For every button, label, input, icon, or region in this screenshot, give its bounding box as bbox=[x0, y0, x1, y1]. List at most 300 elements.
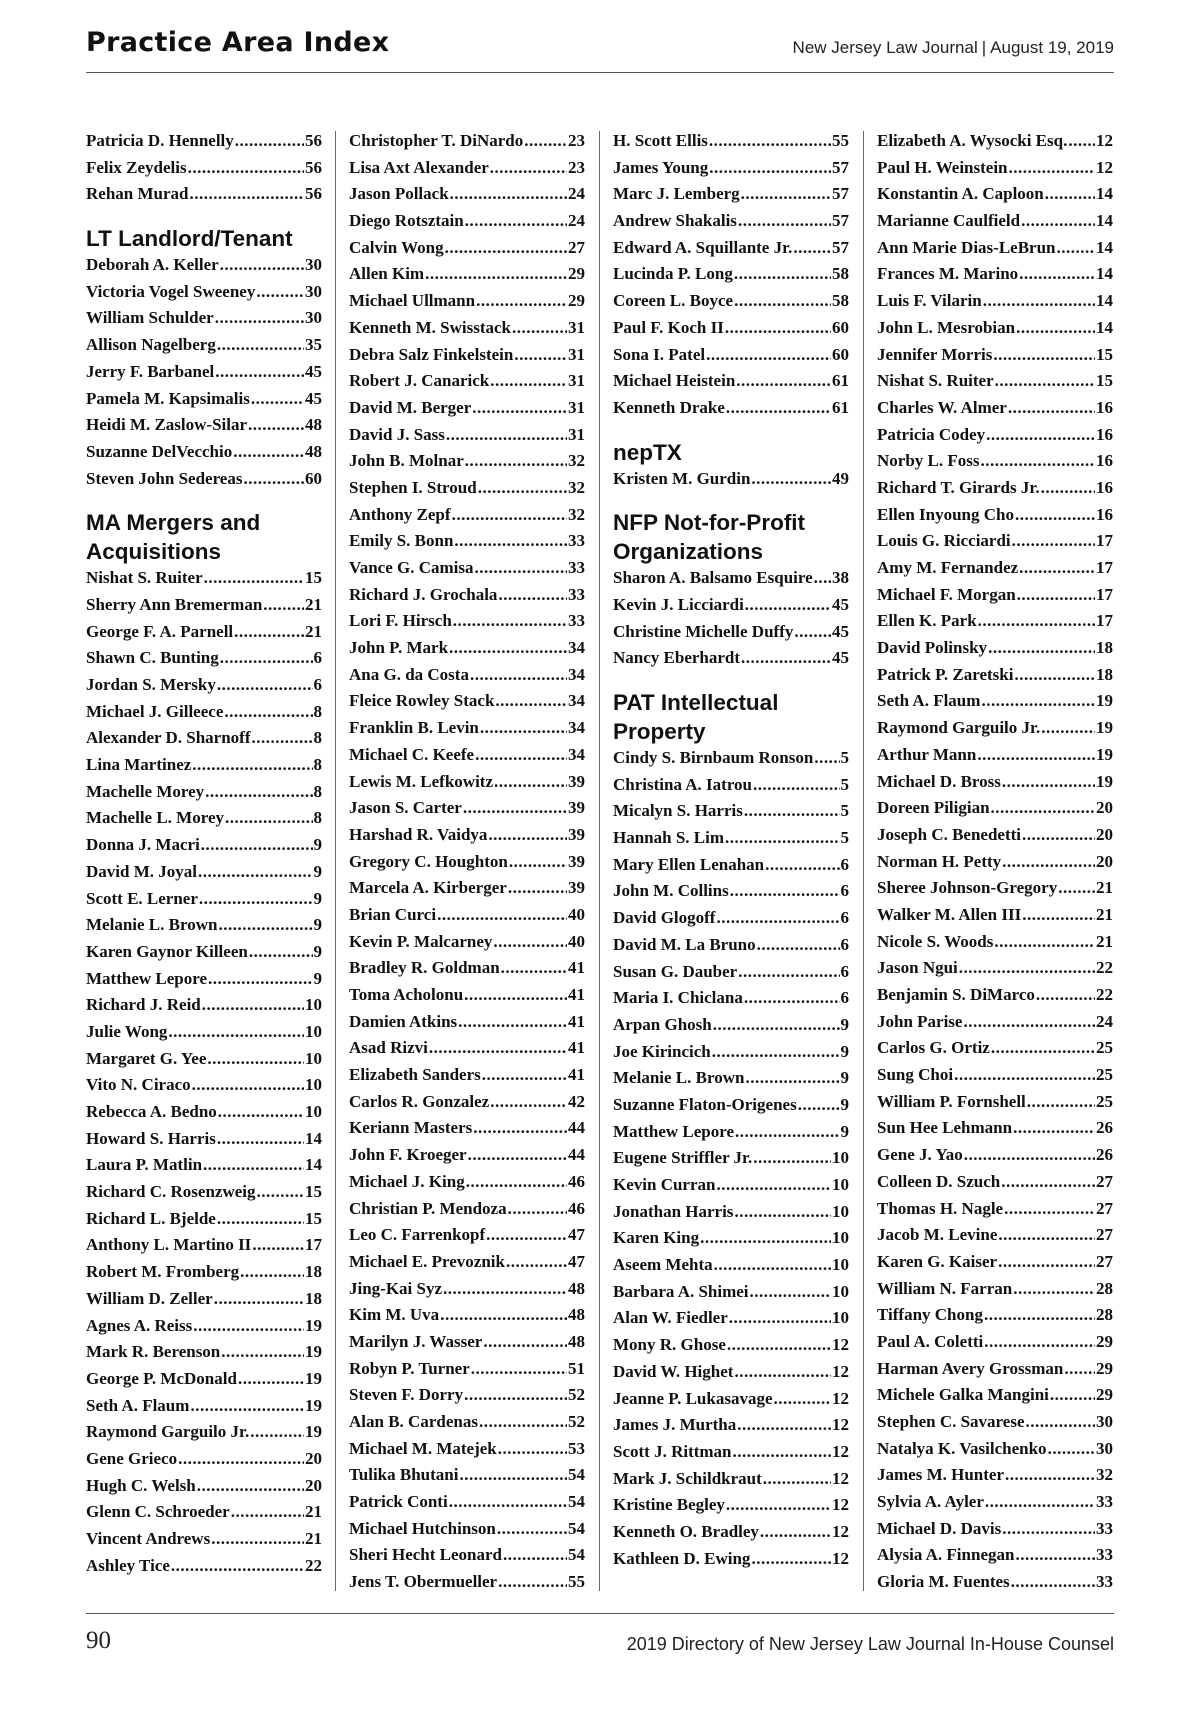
index-entry bbox=[613, 238, 849, 265]
dot-leader bbox=[214, 1289, 304, 1309]
page-reference: 14 bbox=[305, 1128, 322, 1148]
attorney-name: Jennifer Morris bbox=[877, 344, 993, 364]
index-entry bbox=[877, 638, 1113, 665]
attorney-name: Patrick P. Zaretski bbox=[877, 664, 1014, 684]
attorney-name: Gene J. Yao bbox=[877, 1145, 963, 1165]
dot-leader bbox=[713, 1015, 840, 1035]
dot-leader bbox=[745, 1068, 839, 1088]
dot-leader bbox=[217, 1129, 304, 1149]
page-reference: 10 bbox=[832, 1175, 849, 1194]
dot-leader bbox=[490, 158, 567, 178]
index-entry bbox=[613, 595, 849, 622]
attorney-name: H. Scott Ellis bbox=[613, 131, 708, 150]
dot-leader bbox=[1064, 1359, 1095, 1379]
dot-leader bbox=[984, 1332, 1095, 1352]
page-reference: 39 bbox=[568, 798, 585, 818]
attorney-name: Kenneth Drake bbox=[613, 397, 725, 417]
dot-leader bbox=[470, 665, 567, 685]
page-reference: 10 bbox=[305, 1075, 322, 1095]
index-entry bbox=[349, 1145, 585, 1172]
page-reference: 19 bbox=[1096, 771, 1113, 791]
dot-leader bbox=[449, 638, 567, 658]
attorney-name: Hannah S. Lim bbox=[613, 828, 725, 848]
page-reference: 5 bbox=[840, 801, 849, 821]
dot-leader bbox=[793, 238, 831, 258]
page-reference: 14 bbox=[1096, 264, 1113, 284]
attorney-name: Felix Zeydelis bbox=[86, 157, 187, 177]
page-reference: 41 bbox=[568, 1038, 585, 1058]
dot-leader bbox=[1022, 825, 1095, 845]
dot-leader bbox=[472, 398, 567, 418]
page-reference: 60 bbox=[305, 468, 322, 488]
dot-leader bbox=[712, 1042, 840, 1062]
page-reference: 56 bbox=[305, 157, 322, 177]
index-entry bbox=[613, 1469, 849, 1496]
index-entry bbox=[349, 691, 585, 718]
dot-leader bbox=[203, 1155, 304, 1175]
attorney-name: John B. Molnar bbox=[349, 451, 464, 471]
attorney-name: William N. Farran bbox=[877, 1278, 1013, 1298]
dot-leader bbox=[726, 1495, 831, 1515]
dot-leader bbox=[757, 935, 840, 955]
attorney-name: Sona I. Patel bbox=[613, 344, 706, 364]
index-entry bbox=[349, 1199, 585, 1226]
attorney-name: Sylvia A. Ayler bbox=[877, 1492, 984, 1512]
page-reference: 21 bbox=[305, 1502, 322, 1522]
attorney-name: James J. Murtha bbox=[613, 1415, 737, 1435]
page-reference: 29 bbox=[1096, 1385, 1113, 1405]
dot-leader bbox=[1011, 1572, 1095, 1592]
index-entry bbox=[349, 158, 585, 185]
page-reference: 52 bbox=[568, 1412, 585, 1431]
index-entry bbox=[877, 1519, 1113, 1546]
attorney-name: Patrick Conti bbox=[349, 1492, 448, 1512]
dot-leader bbox=[252, 728, 313, 748]
index-entry bbox=[349, 425, 585, 452]
dot-leader bbox=[495, 691, 567, 711]
attorney-name: Richard J. Reid bbox=[86, 995, 201, 1015]
index-entry bbox=[613, 962, 849, 989]
header-separator: | bbox=[981, 38, 987, 57]
dot-leader bbox=[488, 825, 567, 845]
page-reference: 10 bbox=[305, 995, 322, 1015]
attorney-name: Edward A. Squillante Jr. bbox=[613, 237, 793, 257]
attorney-name: Mony R. Ghose bbox=[613, 1335, 726, 1355]
index-entry bbox=[86, 835, 322, 862]
attorney-name: Heidi M. Zaslow-Silar bbox=[86, 415, 248, 435]
attorney-name: Nicole S. Woods bbox=[877, 931, 994, 951]
index-entry bbox=[877, 1279, 1113, 1306]
index-entry bbox=[613, 855, 849, 882]
index-entry bbox=[613, 291, 849, 318]
dot-leader bbox=[1014, 665, 1095, 685]
dot-leader bbox=[1013, 1279, 1095, 1299]
dot-leader bbox=[482, 1065, 567, 1085]
dot-leader bbox=[733, 1442, 831, 1462]
page-reference: 19 bbox=[305, 1395, 322, 1415]
attorney-name: Kevin J. Licciardi bbox=[613, 594, 744, 614]
page-reference: 25 bbox=[1096, 1091, 1113, 1111]
index-entry bbox=[613, 1042, 849, 1069]
page-reference: 30 bbox=[1096, 1438, 1113, 1458]
index-entry bbox=[877, 398, 1113, 425]
page-reference: 10 bbox=[832, 1228, 849, 1248]
attorney-name: Michael M. Matejek bbox=[349, 1438, 497, 1458]
index-entry bbox=[877, 905, 1113, 932]
dot-leader bbox=[490, 1092, 567, 1112]
page-reference: 44 bbox=[568, 1145, 585, 1165]
page-reference: 61 bbox=[832, 371, 849, 391]
dot-leader bbox=[449, 1492, 567, 1512]
dot-leader bbox=[725, 318, 831, 338]
dot-leader bbox=[218, 1102, 304, 1122]
page-reference: 9 bbox=[840, 1094, 849, 1114]
index-entry bbox=[349, 1305, 585, 1332]
attorney-name: David M. La Bruno bbox=[613, 934, 756, 954]
page-reference: 9 bbox=[840, 1014, 849, 1034]
page-reference: 45 bbox=[305, 361, 322, 381]
attorney-name: Debra Salz Finkelstein bbox=[349, 344, 514, 364]
index-entry bbox=[613, 1362, 849, 1389]
dot-leader bbox=[450, 184, 567, 204]
index-entry bbox=[877, 825, 1113, 852]
dot-leader bbox=[524, 131, 567, 151]
index-entry bbox=[877, 211, 1113, 238]
dot-leader bbox=[429, 1038, 567, 1058]
page-reference: 6 bbox=[840, 988, 849, 1008]
index-entry bbox=[349, 1038, 585, 1065]
attorney-name: David M. Berger bbox=[349, 397, 472, 417]
page-reference: 28 bbox=[1096, 1278, 1113, 1298]
page-reference: 10 bbox=[832, 1281, 849, 1301]
attorney-name: Matthew Lepore bbox=[613, 1121, 735, 1141]
dot-leader bbox=[459, 1465, 567, 1485]
dot-leader bbox=[706, 345, 831, 365]
page-reference: 60 bbox=[832, 344, 849, 364]
page-reference: 10 bbox=[832, 1148, 849, 1168]
index-entry bbox=[613, 1068, 849, 1095]
page-reference: 33 bbox=[1096, 1572, 1113, 1592]
attorney-name: Allison Nagelberg bbox=[86, 335, 216, 355]
page-reference: 29 bbox=[1096, 1358, 1113, 1378]
attorney-name: Jing-Kai Syz bbox=[349, 1278, 443, 1298]
page-reference: 27 bbox=[568, 237, 585, 257]
page-reference: 8 bbox=[313, 808, 322, 828]
page-reference: 17 bbox=[1096, 611, 1113, 631]
index-entry bbox=[86, 568, 322, 595]
section-heading: MA Mergers and Acquisitions bbox=[86, 510, 261, 565]
attorney-name: Mary Ellen Lenahan bbox=[613, 854, 765, 874]
dot-leader bbox=[1022, 905, 1095, 925]
dot-leader bbox=[798, 1095, 840, 1115]
attorney-name: Marilyn J. Wasser bbox=[349, 1331, 483, 1351]
attorney-name: Harman Avery Grossman bbox=[877, 1358, 1064, 1378]
attorney-name: Louis G. Ricciardi bbox=[877, 531, 1011, 551]
index-entry bbox=[613, 1175, 849, 1202]
index-entry bbox=[349, 505, 585, 532]
dot-leader bbox=[1002, 852, 1095, 872]
index-column-3 bbox=[613, 131, 849, 1575]
dot-leader bbox=[741, 184, 831, 204]
index-entry bbox=[877, 1305, 1113, 1332]
attorney-name: Raymond Garguilo Jr. bbox=[86, 1422, 250, 1442]
page-reference: 21 bbox=[305, 1529, 322, 1548]
page-reference: 10 bbox=[305, 1102, 322, 1121]
index-entry bbox=[86, 1155, 322, 1182]
attorney-name: Alexander D. Sharnoff bbox=[86, 728, 251, 748]
page-reference: 45 bbox=[832, 621, 849, 641]
dot-leader bbox=[745, 595, 831, 615]
attorney-name: Michael D. Bross bbox=[877, 771, 1001, 791]
index-entry bbox=[349, 371, 585, 398]
attorney-name: Micalyn S. Harris bbox=[613, 801, 743, 821]
attorney-name: David J. Sass bbox=[349, 424, 445, 444]
dot-leader bbox=[215, 362, 304, 382]
page-reference: 26 bbox=[1096, 1118, 1113, 1138]
dot-leader bbox=[506, 1252, 567, 1272]
index-entry bbox=[86, 995, 322, 1022]
attorney-name: James Young bbox=[613, 157, 709, 177]
dot-leader bbox=[251, 389, 304, 409]
index-entry bbox=[86, 184, 322, 211]
page-reference: 61 bbox=[832, 397, 849, 417]
attorney-name: Michael C. Keefe bbox=[349, 744, 475, 764]
page-reference: 20 bbox=[1096, 851, 1113, 871]
dot-leader bbox=[1004, 1199, 1095, 1219]
index-entry bbox=[613, 1442, 849, 1469]
dot-leader bbox=[814, 748, 839, 768]
attorney-name: Gene Grieco bbox=[86, 1448, 178, 1468]
attorney-name: Alysia A. Finnegan bbox=[877, 1545, 1015, 1565]
page-reference: 15 bbox=[1096, 344, 1113, 364]
header-rule bbox=[86, 72, 1114, 73]
page-reference: 17 bbox=[1096, 531, 1113, 551]
dot-leader bbox=[994, 932, 1095, 952]
attorney-name: Coreen L. Boyce bbox=[613, 291, 734, 311]
index-entry bbox=[349, 1172, 585, 1199]
dot-leader bbox=[1041, 718, 1095, 738]
page-reference: 35 bbox=[305, 335, 322, 355]
attorney-name: Brian Curci bbox=[349, 904, 437, 924]
attorney-name: Lina Martinez bbox=[86, 755, 192, 775]
dot-leader bbox=[508, 878, 567, 898]
dot-leader bbox=[760, 1522, 831, 1542]
index-entry bbox=[613, 1148, 849, 1175]
page-reference: 8 bbox=[313, 728, 322, 748]
dot-leader bbox=[773, 1389, 831, 1409]
dot-leader bbox=[1009, 158, 1095, 178]
dot-leader bbox=[985, 1492, 1095, 1512]
attorney-name: Arpan Ghosh bbox=[613, 1014, 712, 1034]
attorney-name: John F. Kroeger bbox=[349, 1145, 467, 1165]
page-reference: 51 bbox=[568, 1358, 585, 1378]
page-reference: 32 bbox=[568, 477, 585, 497]
dot-leader bbox=[726, 398, 831, 418]
attorney-name: Marcela A. Kirberger bbox=[349, 878, 507, 898]
index-entry bbox=[877, 158, 1113, 185]
dot-leader bbox=[480, 718, 567, 738]
index-entry bbox=[349, 211, 585, 238]
page-reference: 54 bbox=[568, 1492, 585, 1512]
index-entry bbox=[877, 318, 1113, 345]
attorney-name: Arthur Mann bbox=[877, 744, 977, 764]
dot-leader bbox=[729, 1308, 831, 1328]
attorney-name: Kevin P. Malcarney bbox=[349, 931, 493, 951]
dot-leader bbox=[178, 1449, 304, 1469]
dot-leader bbox=[250, 1422, 304, 1442]
page-reference: 49 bbox=[832, 468, 849, 488]
index-entry bbox=[86, 782, 322, 809]
index-entry bbox=[86, 1235, 322, 1262]
attorney-name: John M. Collins bbox=[613, 881, 729, 901]
page-reference: 39 bbox=[568, 878, 585, 898]
dot-leader bbox=[1057, 238, 1096, 258]
index-entry bbox=[613, 211, 849, 238]
page-reference: 19 bbox=[305, 1422, 322, 1442]
dot-leader bbox=[475, 558, 567, 578]
dot-leader bbox=[440, 1305, 567, 1325]
index-entry bbox=[86, 1449, 322, 1476]
column-divider bbox=[863, 131, 864, 1591]
index-entry bbox=[349, 1092, 585, 1119]
index-entry bbox=[86, 1182, 322, 1209]
running-header bbox=[793, 38, 1114, 58]
attorney-name: Christopher T. DiNardo bbox=[349, 131, 524, 150]
page-reference: 17 bbox=[1096, 584, 1113, 604]
dot-leader bbox=[240, 1262, 304, 1282]
page-reference: 14 bbox=[1096, 184, 1113, 204]
dot-leader bbox=[453, 611, 567, 631]
page-reference: 6 bbox=[840, 881, 849, 901]
attorney-name: Diego Rotsztain bbox=[349, 211, 464, 231]
attorney-name: Cindy S. Birnbaum Ronson bbox=[613, 748, 814, 767]
dot-leader bbox=[473, 1118, 567, 1138]
index-column-2 bbox=[349, 131, 585, 1599]
page-reference: 19 bbox=[1096, 744, 1113, 764]
dot-leader bbox=[1012, 531, 1095, 551]
index-entry bbox=[86, 1476, 322, 1503]
dot-leader bbox=[734, 1202, 831, 1222]
index-entry bbox=[613, 775, 849, 802]
dot-leader bbox=[446, 425, 567, 445]
dot-leader bbox=[498, 1572, 567, 1592]
index-entry bbox=[349, 184, 585, 211]
page-title: Practice Area Index bbox=[86, 27, 390, 58]
dot-leader bbox=[1019, 558, 1095, 578]
index-entry bbox=[877, 1199, 1113, 1226]
page-reference: 15 bbox=[305, 568, 322, 588]
page-reference: 6 bbox=[840, 854, 849, 874]
dot-leader bbox=[252, 1235, 304, 1255]
attorney-name: Emily S. Bonn bbox=[349, 531, 454, 551]
page-reference: 18 bbox=[305, 1262, 322, 1282]
index-entry bbox=[349, 718, 585, 745]
index-entry bbox=[86, 942, 322, 969]
attorney-name: Donna J. Macri bbox=[86, 835, 200, 855]
page-reference: 21 bbox=[1096, 878, 1113, 898]
dot-leader bbox=[1068, 131, 1095, 151]
dot-leader bbox=[716, 908, 839, 928]
index-entry bbox=[349, 611, 585, 638]
dot-leader bbox=[454, 531, 567, 551]
attorney-name: Julie Wong bbox=[86, 1021, 168, 1041]
page-reference: 8 bbox=[313, 701, 322, 721]
attorney-name: Aseem Mehta bbox=[613, 1255, 713, 1275]
index-entry bbox=[877, 852, 1113, 879]
index-entry bbox=[349, 451, 585, 478]
dot-leader bbox=[700, 1228, 831, 1248]
index-entry bbox=[613, 1335, 849, 1362]
index-entry bbox=[613, 1122, 849, 1149]
attorney-name: Deborah A. Keller bbox=[86, 255, 219, 275]
dot-leader bbox=[991, 1038, 1095, 1058]
index-entry bbox=[349, 932, 585, 959]
dot-leader bbox=[490, 371, 567, 391]
index-entry bbox=[877, 1332, 1113, 1359]
attorney-name: Margaret G. Yee bbox=[86, 1048, 207, 1068]
attorney-name: Robert M. Fromberg bbox=[86, 1262, 240, 1282]
attorney-name: Seth A. Flaum bbox=[86, 1395, 190, 1415]
page-reference: 45 bbox=[832, 648, 849, 668]
dot-leader bbox=[452, 505, 567, 525]
page-reference: 57 bbox=[832, 237, 849, 257]
page-reference: 30 bbox=[305, 255, 322, 275]
dot-leader bbox=[993, 345, 1095, 365]
attorney-name: Christian P. Mendoza bbox=[349, 1198, 507, 1218]
dot-leader bbox=[465, 211, 567, 231]
index-entry bbox=[86, 1316, 322, 1343]
dot-leader bbox=[220, 255, 304, 275]
attorney-name: Jens T. Obermueller bbox=[349, 1572, 498, 1592]
page-reference: 10 bbox=[305, 1021, 322, 1041]
page-reference: 14 bbox=[1096, 317, 1113, 337]
attorney-name: Robyn P. Turner bbox=[349, 1358, 470, 1378]
dot-leader bbox=[498, 585, 567, 605]
attorney-name: Suzanne DelVecchio bbox=[86, 441, 233, 461]
dot-leader bbox=[959, 958, 1095, 978]
index-entry bbox=[877, 1092, 1113, 1119]
index-entry bbox=[349, 1492, 585, 1519]
attorney-name: Vance G. Camisa bbox=[349, 558, 474, 577]
page-reference: 9 bbox=[313, 915, 322, 935]
dot-leader bbox=[734, 291, 831, 311]
index-entry bbox=[86, 915, 322, 942]
index-entry bbox=[86, 1369, 322, 1396]
attorney-name: Barbara A. Shimei bbox=[613, 1281, 749, 1301]
page-reference: 10 bbox=[832, 1255, 849, 1275]
index-entry bbox=[86, 1422, 322, 1449]
page-reference: 19 bbox=[305, 1342, 322, 1362]
attorney-name: Michael E. Prevoznik bbox=[349, 1251, 505, 1271]
page-reference: 39 bbox=[568, 851, 585, 871]
dot-leader bbox=[248, 415, 304, 435]
index-entry bbox=[877, 131, 1113, 158]
attorney-name: Lewis M. Lefkowitz bbox=[349, 771, 494, 791]
page-reference: 39 bbox=[568, 771, 585, 791]
dot-leader bbox=[1016, 318, 1095, 338]
index-entry bbox=[877, 718, 1113, 745]
attorney-name: Stephen C. Savarese bbox=[877, 1412, 1025, 1431]
page-reference: 10 bbox=[305, 1048, 322, 1068]
dot-leader bbox=[225, 808, 312, 828]
attorney-name: Vincent Andrews bbox=[86, 1529, 211, 1548]
attorney-name: Norman H. Petty bbox=[877, 851, 1002, 871]
page-reference: 20 bbox=[305, 1448, 322, 1468]
page-reference: 9 bbox=[313, 861, 322, 881]
attorney-name: Stephen I. Stroud bbox=[349, 477, 477, 497]
attorney-name: Toma Acholonu bbox=[349, 985, 464, 1004]
attorney-name: Paul A. Coletti bbox=[877, 1331, 984, 1351]
